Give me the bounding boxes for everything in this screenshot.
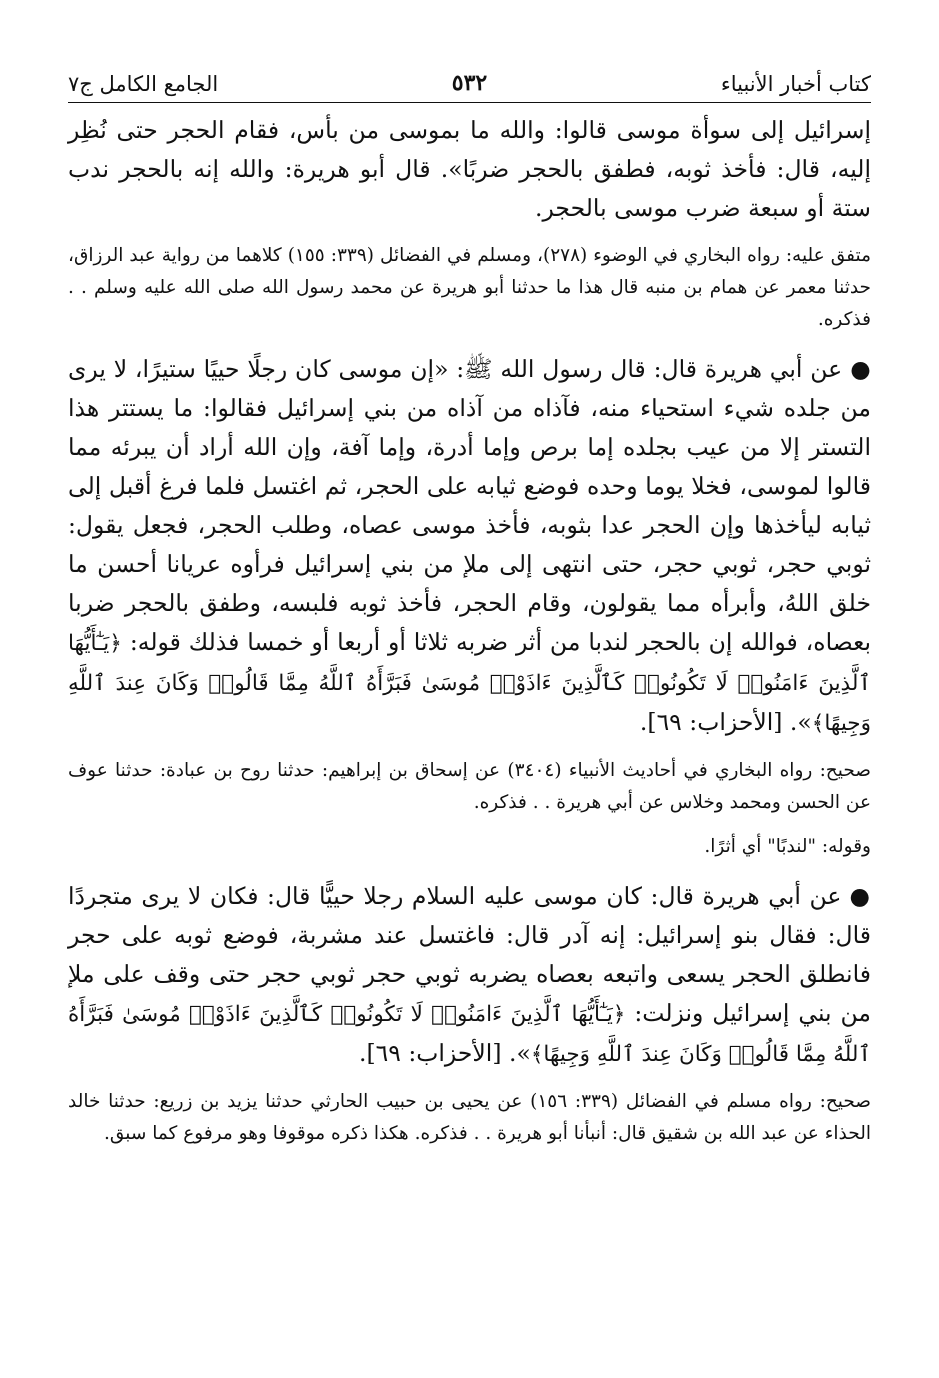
page-header	[68, 60, 871, 100]
collection-title: الجامع الكامل ج٧	[68, 72, 219, 96]
takhrij-note-2: صحيح: رواه البخاري في أحاديث الأنبياء (٣٤٠٤) عن إسحاق بن إبراهيم: حدثنا روح بن عبادة: حدثنا عوف عن الحسن ومحمد وخلاس عن أبي هريرة . . فذكره.	[68, 760, 871, 813]
hadith-2-text: عن أبي هريرة قال: كان موسى عليه السلام رجلا حييًّا قال: فكان لا يرى متجردًا قال: فقال بنو إسرائيل: إنه آدر قال: فاغتسل عند مشربة، فوضع ثوبه على حجر فانطلق الحجر يسعى واتبعه بعصاه يضربه ثوبي حجر ثوبي حجر حتى وقف على ملإ من بني إسرائيل ونزلت:	[68, 882, 871, 1027]
quran-verse-2: ﴿يَـٰٓأَيُّهَا ٱلَّذِينَ ءَامَنُوا۟ لَا تَكُونُوا۟ كَٱلَّذِينَ ءَاذَوْا۟ مُوسَىٰ فَبَرَّأَهُ ٱللَّهُ مِمَّا قَالُوا۟ وَكَانَ عِندَ ٱللَّهِ وَجِيهًا﴾	[68, 1002, 871, 1067]
hadith-continuation: إسرائيل إلى سوأة موسى قالوا: والله ما بموسى من بأس، فقام الحجر حتى نُظِر إليه، قال: فأخذ ثوبه، فطفق بالحجر ضربًا». قال أبو هريرة: والله إنه بالحجر ندب ستة أو سبعة ضرب موسى بالحجر.	[68, 116, 871, 222]
header-rule	[68, 102, 871, 103]
verse-reference-1: ». [الأحزاب: ٦٩].	[639, 708, 812, 736]
takhrij-note-3: صحيح: رواه مسلم في الفضائل (٣٣٩: ١٥٦) عن يحيى بن حبيب الحارثي حدثنا يزيد بن زريع: حدثنا خالد الحذاء عن عبد الله بن شقيق قال: أنبأنا أبو هريرة . . فذكره. هكذا ذكره موقوفا وهو مرفوع كما سبق.	[68, 1091, 871, 1144]
bullet-icon: ●	[850, 355, 871, 383]
hadith-paragraph-2	[68, 877, 871, 1074]
hadith-1-text: عن أبي هريرة قال: قال رسول الله ﷺ: «إن موسى كان رجلًا حييًا ستيرًا، لا يرى من جلده شيء استحياء منه، فآذاه من آذاه من بني إسرائيل فقالوا: ما يستتر هذا التستر إلا من عيب بجلده إما برص وإما أدرة، وإما آفة، وإن الله أراد أن يبرئه مما قالوا لموسى، فخلا يوما وحده فوضع ثيابه على الحجر، ثم اغتسل فلما فرغ أقبل إلى ثيابه ليأخذها وإن الحجر عدا بثوبه، فأخذ موسى عصاه، وطلب الحجر، فجعل يقول: ثوبي حجر، ثوبي حجر، حتى انتهى إلى ملإ من بني إسرائيل فرأوه عريانا أحسن ما خلق اللهُ، وأبرأه مما يقولون، وقام الحجر، فأخذ ثوبه فلبسه، وطفق بالحجر ضربا بعصاه، فوالله إن بالحجر لندبا من أثر ضربه ثلاثا أو أربعا أو خمسا فذلك قوله:	[68, 355, 871, 656]
takhrij-note-1: متفق عليه: رواه البخاري في الوضوء (٢٧٨)، ومسلم في الفضائل (٣٣٩: ١٥٥) كلاهما من رواية عبد الرزاق، حدثنا معمر عن همام بن منبه قال هذا ما حدثنا أبو هريرة عن محمد رسول الله صلى الله عليه وسلم . . فذكره.	[68, 245, 871, 330]
word-gloss-note: وقوله: "لندبًا" أي أثرًا.	[704, 836, 871, 857]
quran-verse-1: ﴿يَـٰٓأَيُّهَا ٱلَّذِينَ ءَامَنُوا۟ لَا تَكُونُوا۟ كَٱلَّذِينَ ءَاذَوْا۟ مُوسَىٰ فَبَرَّأَهُ ٱللَّهُ مِمَّا قَالُوا۟ وَكَانَ عِندَ ٱللَّهِ وَجِيهًا﴾	[68, 631, 871, 736]
book-title: كتاب أخبار الأنبياء	[720, 72, 871, 96]
verse-reference-2: ». [الأحزاب: ٦٩].	[358, 1039, 531, 1067]
hadith-paragraph-1	[68, 350, 871, 743]
bullet-icon: ●	[849, 882, 871, 910]
page-number: ٥٣٢	[451, 70, 488, 96]
book-page	[68, 60, 871, 1150]
